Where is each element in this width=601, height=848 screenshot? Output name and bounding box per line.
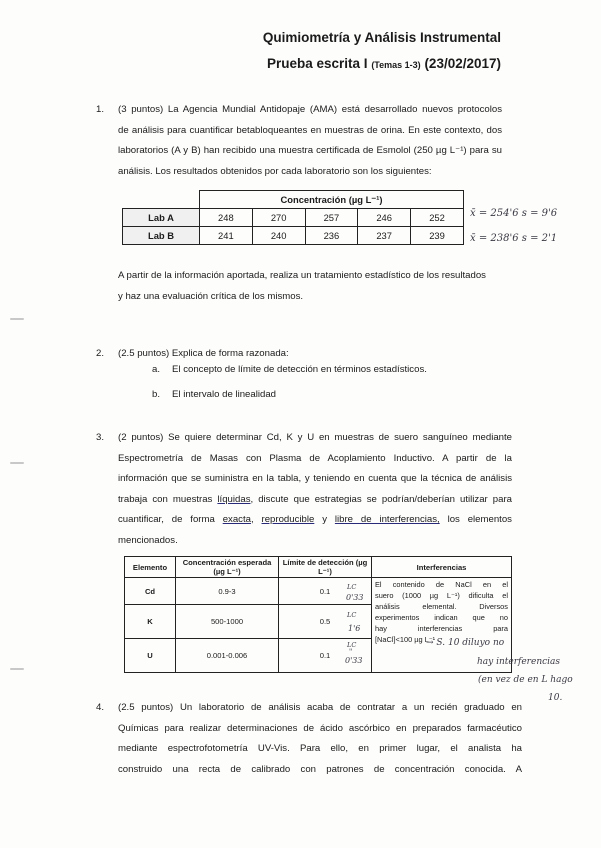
- q3-elements-table: [124, 556, 512, 673]
- subtitle-date: (23/02/2017): [424, 56, 501, 71]
- q1-line: de análisis para cuantificar betabloqueantes en muestras de orina. En este contexto, dos: [118, 124, 502, 136]
- handwritten-note-1: → S. 10 diluyo no: [426, 638, 505, 648]
- subtitle-main: Prueba escrita I: [266, 56, 368, 71]
- element-cell: K: [125, 605, 176, 639]
- q3-line: (2 puntos) Se quiere determinar Cd, K y U en muestras de suero sanguíneo mediante: [118, 432, 512, 443]
- q1-statement: [118, 100, 502, 182]
- q4-number: 4.: [96, 702, 105, 713]
- element-cell: Cd: [125, 578, 176, 605]
- margin-mark: [10, 668, 24, 670]
- underlined-reproducible: reproducible: [261, 514, 315, 525]
- q2-item-a-marker: a.: [152, 364, 161, 375]
- table-row: [125, 578, 512, 605]
- q4-line: mediante espectrofotometría UV-Vis. Para ello, en primer lugar, el analista ha: [118, 743, 522, 754]
- table-cell: 270: [252, 209, 305, 227]
- handwritten-lab-a-stats: x̄ = 254'6 s = 9'6: [470, 208, 558, 219]
- lod-cell: 0.5: [279, 605, 372, 639]
- q2-number: 2.: [96, 348, 105, 359]
- table-cell: 246: [358, 209, 411, 227]
- lod-cell: 0.1: [279, 578, 372, 605]
- handwritten-lc-u: LC: [347, 641, 357, 649]
- q3-statement: [118, 428, 512, 551]
- handwritten-ditto-u: ": [349, 648, 353, 656]
- interferences-cell: El contenido de NaCl en el suero (1000 µg L⁻¹) dificulta el análisis elemental. Diversos experimentos indican que no hay interferencias para [NaCl]<100 µg L⁻¹: [372, 578, 512, 673]
- lod-cell: 0.1: [279, 639, 372, 673]
- table-row: [123, 209, 464, 227]
- q2-item-b: El intervalo de linealidad: [172, 389, 276, 400]
- handwritten-lod-u: 0'33: [345, 656, 363, 665]
- q1-task-line: y haz una evaluación crítica de los mismos.: [118, 290, 304, 302]
- handwritten-note-3: (en vez de en L hago: [478, 675, 573, 685]
- q1-results-table: [122, 190, 464, 245]
- table-cell: 239: [411, 227, 464, 245]
- table-cell: 241: [200, 227, 253, 245]
- element-cell: U: [125, 639, 176, 673]
- q1-line: laboratorios (A y B) han recibido una muestra certificada de Esmolol (250 µg L⁻¹) para su: [118, 145, 502, 156]
- table-cell: 237: [358, 227, 411, 245]
- conc-cell: 500-1000: [176, 605, 279, 639]
- handwritten-note-2: hay interferencias: [477, 657, 561, 667]
- q4-statement: [118, 698, 522, 780]
- table-cell: 257: [305, 209, 358, 227]
- margin-mark: [10, 462, 24, 464]
- q2-item-a: El concepto de límite de detección en términos estadísticos.: [172, 364, 427, 375]
- q1-task: [118, 266, 518, 307]
- q1-table-header: Concentración (µg L⁻¹): [200, 191, 464, 209]
- q3-line: información que se suministra en la tabla, y teniendo en cuenta que la técnica de análisis: [118, 473, 512, 484]
- q1-task-line: A partir de la información aportada, realiza un tratamiento estadístico de los resultados: [118, 270, 486, 281]
- exam-subtitle: [267, 56, 501, 71]
- underlined-exacta: exacta: [222, 514, 251, 525]
- subtitle-topics: (Temas 1-3): [371, 60, 421, 70]
- conc-cell: 0.9-3: [176, 578, 279, 605]
- col-header-element: Elemento: [125, 557, 176, 578]
- handwritten-lc-k: LC: [347, 611, 357, 619]
- q1-line: (3 puntos) La Agencia Mundial Antidopaje (AMA) está desarrollado nuevos protocolos: [118, 104, 502, 115]
- handwritten-note-4: 10.: [548, 693, 563, 703]
- table-cell: 248: [200, 209, 253, 227]
- underlined-liquidas: líquidas: [217, 493, 251, 505]
- table-cell: 252: [411, 209, 464, 227]
- handwritten-lod-cd: 0'33: [346, 593, 364, 602]
- handwritten-lod-k: 1'6: [348, 624, 361, 633]
- q2-item-b-marker: b.: [152, 389, 161, 400]
- exam-title: Quimiometría y Análisis Instrumental: [262, 30, 501, 45]
- q3-line: Espectrometría de Masas con Plasma de Acoplamiento Inductivo. A partir de la: [118, 452, 512, 464]
- underlined-libre-interferencias: libre de interferencias,: [334, 514, 440, 525]
- q1-line: análisis. Los resultados obtenidos por cada laboratorio son los siguientes:: [118, 165, 432, 177]
- q1-number: 1.: [96, 104, 105, 115]
- lab-label: Lab B: [123, 227, 200, 245]
- q4-line: construido una recta de calibrado con patrones de concentración conocida. A: [118, 763, 522, 775]
- table-cell: 240: [252, 227, 305, 245]
- table-cell: 236: [305, 227, 358, 245]
- q2-intro: (2.5 puntos) Explica de forma razonada:: [118, 348, 289, 359]
- col-header-concentration: Concentración esperada (µg L⁻¹): [176, 557, 279, 578]
- col-header-interferences: Interferencias: [372, 557, 512, 578]
- table-row: [123, 227, 464, 245]
- handwritten-lc-cd: LC: [347, 583, 357, 591]
- conc-cell: 0.001-0.006: [176, 639, 279, 673]
- q3-line: cuantificar, de forma exacta, reproducible y libre de interferencias, los elementos: [118, 514, 512, 525]
- lab-label: Lab A: [123, 209, 200, 227]
- q4-line: Químicas para realizar determinaciones de ácido ascórbico en preparados farmacéutico: [118, 722, 522, 734]
- q3-line: trabaja con muestras líquidas, discute que estrategias se podrían/deberían utilizar para: [118, 493, 512, 505]
- q4-line: (2.5 puntos) Un laboratorio de análisis acaba de contratar a un recién graduado en: [118, 702, 522, 713]
- q3-line: mencionados.: [118, 534, 178, 546]
- table-corner: [123, 191, 200, 209]
- q3-number: 3.: [96, 432, 105, 443]
- margin-mark: [10, 318, 24, 320]
- handwritten-lab-b-stats: x̄ = 238'6 s = 2'1: [470, 233, 558, 244]
- col-header-lod: Límite de detección (µg L⁻¹): [279, 557, 372, 578]
